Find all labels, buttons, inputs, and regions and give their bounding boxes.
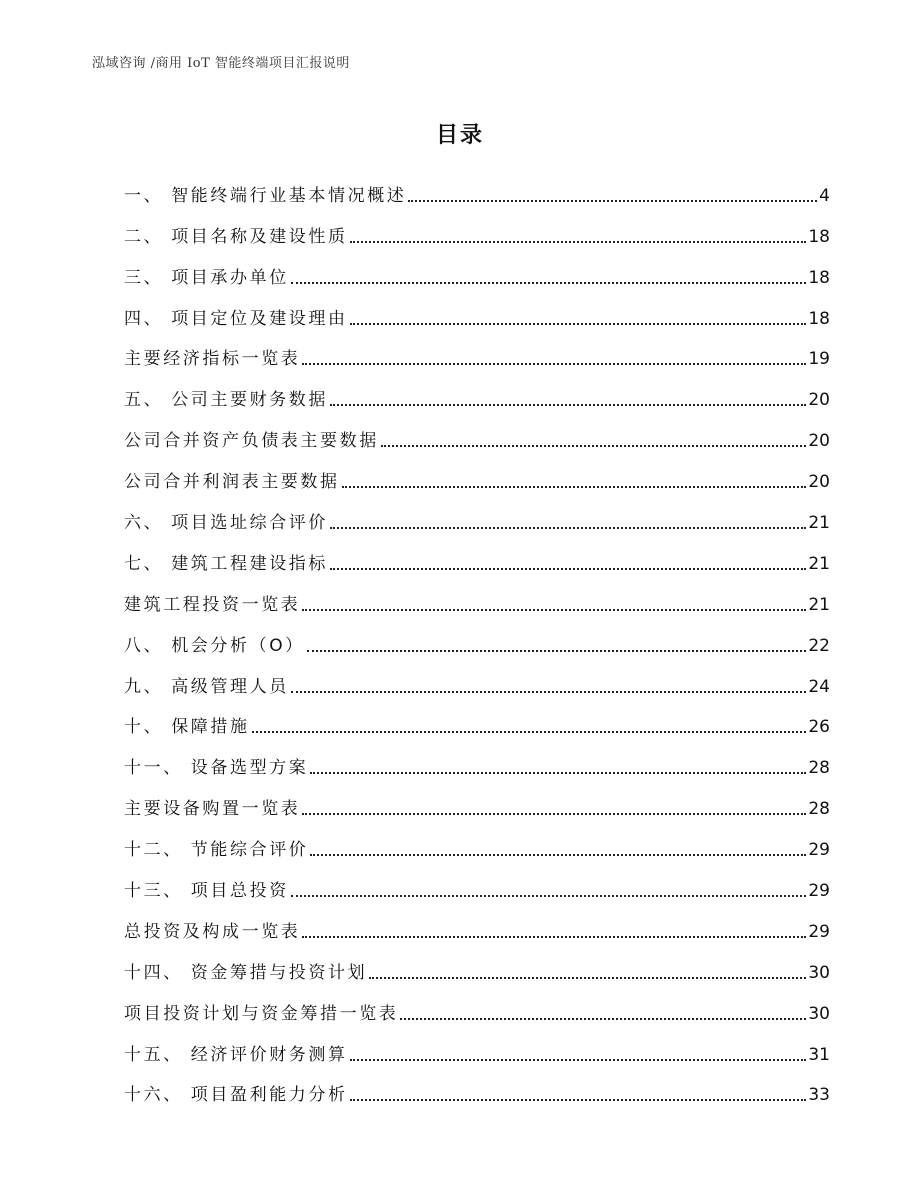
toc-dot-leader [302, 935, 806, 938]
toc-entry-text: 建筑工程投资一览表 [124, 594, 301, 615]
toc-page-number: 30 [808, 1003, 830, 1024]
toc-entry-text: 十四、 资金筹措与投资计划 [124, 962, 368, 983]
toc-entry[interactable] [124, 1031, 830, 1072]
toc-entry-text: 总投资及构成一览表 [124, 921, 301, 942]
toc-page-number: 29 [808, 881, 830, 902]
toc-entry-text: 七、 建筑工程建设指标 [124, 553, 329, 574]
toc-entry-text: 九、 高级管理人员 [124, 676, 289, 697]
toc-dot-leader [350, 322, 807, 325]
toc-entry[interactable] [124, 376, 830, 417]
toc-dot-leader [350, 1058, 807, 1061]
toc-entry[interactable] [124, 622, 830, 663]
toc-dot-leader [330, 526, 806, 529]
toc-dot-leader [252, 730, 807, 733]
toc-entry-text: 主要经济指标一览表 [124, 349, 301, 370]
toc-dot-leader [310, 853, 806, 856]
toc-page-number: 18 [808, 226, 830, 247]
toc-entry-text: 六、 项目选址综合评价 [124, 513, 329, 534]
toc-entry[interactable] [124, 499, 830, 540]
toc-entry-text: 五、 公司主要财务数据 [124, 390, 329, 411]
table-of-contents [124, 172, 830, 1112]
toc-dot-leader [350, 1098, 807, 1101]
toc-entry[interactable] [124, 785, 830, 826]
toc-entry[interactable] [124, 663, 830, 704]
toc-dot-leader [330, 403, 806, 406]
toc-entry-text: 十一、 设备选型方案 [124, 758, 309, 779]
toc-page-number: 21 [808, 513, 830, 534]
toc-entry-text: 十六、 项目盈利能力分析 [124, 1085, 348, 1106]
toc-entry-text: 二、 项目名称及建设性质 [124, 226, 348, 247]
toc-dot-leader [310, 771, 806, 774]
toc-page-number: 26 [808, 717, 830, 738]
toc-page-number: 18 [808, 308, 830, 329]
toc-entry[interactable] [124, 458, 830, 499]
toc-page-number: 24 [808, 676, 830, 697]
toc-entry[interactable] [124, 949, 830, 990]
toc-dot-leader [302, 362, 806, 365]
running-header: 泓域咨询 /商用 IoT 智能终端项目汇报说明 [92, 56, 350, 71]
toc-page-number: 19 [808, 349, 830, 370]
toc-entry[interactable] [124, 1072, 830, 1113]
toc-page-number: 20 [808, 472, 830, 493]
toc-entry-text: 主要设备购置一览表 [124, 799, 301, 820]
toc-entry-text: 八、 机会分析（O） [124, 635, 305, 656]
toc-entry[interactable] [124, 826, 830, 867]
toc-title: 目录 [435, 123, 484, 148]
toc-dot-leader [350, 240, 807, 243]
toc-dot-leader [381, 444, 807, 447]
toc-page-number: 31 [808, 1044, 830, 1065]
toc-entry[interactable] [124, 990, 830, 1031]
toc-page-number: 29 [808, 840, 830, 861]
toc-page-number: 21 [808, 553, 830, 574]
toc-entry[interactable] [124, 254, 830, 295]
toc-entry[interactable] [124, 295, 830, 336]
toc-entry-text: 公司合并利润表主要数据 [124, 472, 340, 493]
toc-page-number: 20 [808, 390, 830, 411]
toc-entry-text: 项目投资计划与资金筹措一览表 [124, 1003, 399, 1024]
toc-dot-leader [307, 649, 807, 652]
toc-entry-text: 十、 保障措施 [124, 717, 250, 738]
toc-dot-leader [408, 199, 817, 202]
toc-entry[interactable] [124, 581, 830, 622]
toc-dot-leader [342, 485, 807, 488]
toc-entry[interactable] [124, 867, 830, 908]
toc-page-number: 18 [808, 267, 830, 288]
toc-entry-text: 一、 智能终端行业基本情况概述 [124, 185, 407, 206]
toc-page-number: 33 [808, 1085, 830, 1106]
toc-dot-leader [330, 567, 806, 570]
toc-entry-text: 三、 项目承办单位 [124, 267, 289, 288]
toc-dot-leader [291, 690, 807, 693]
toc-page-number: 29 [808, 921, 830, 942]
toc-entry-text: 十二、 节能综合评价 [124, 840, 309, 861]
toc-page-number: 30 [808, 962, 830, 983]
toc-entry-text: 四、 项目定位及建设理由 [124, 308, 348, 329]
toc-entry[interactable] [124, 744, 830, 785]
toc-entry-text: 十五、 经济评价财务测算 [124, 1044, 348, 1065]
toc-entry-text: 公司合并资产负债表主要数据 [124, 431, 379, 452]
toc-entry[interactable] [124, 172, 830, 213]
toc-entry-text: 十三、 项目总投资 [124, 881, 289, 902]
toc-dot-leader [302, 608, 806, 611]
toc-page-number: 22 [808, 635, 830, 656]
toc-dot-leader [302, 812, 806, 815]
toc-entry[interactable] [124, 704, 830, 745]
toc-page-number: 4 [819, 185, 830, 206]
toc-page-number: 20 [808, 431, 830, 452]
toc-page-number: 21 [808, 594, 830, 615]
toc-dot-leader [291, 281, 807, 284]
toc-entry[interactable] [124, 417, 830, 458]
toc-page-number: 28 [808, 758, 830, 779]
toc-entry[interactable] [124, 213, 830, 254]
toc-dot-leader [400, 1017, 806, 1020]
toc-entry[interactable] [124, 336, 830, 377]
toc-dot-leader [291, 894, 807, 897]
toc-entry[interactable] [124, 908, 830, 949]
toc-page-number: 28 [808, 799, 830, 820]
toc-entry[interactable] [124, 540, 830, 581]
toc-dot-leader [369, 976, 806, 979]
